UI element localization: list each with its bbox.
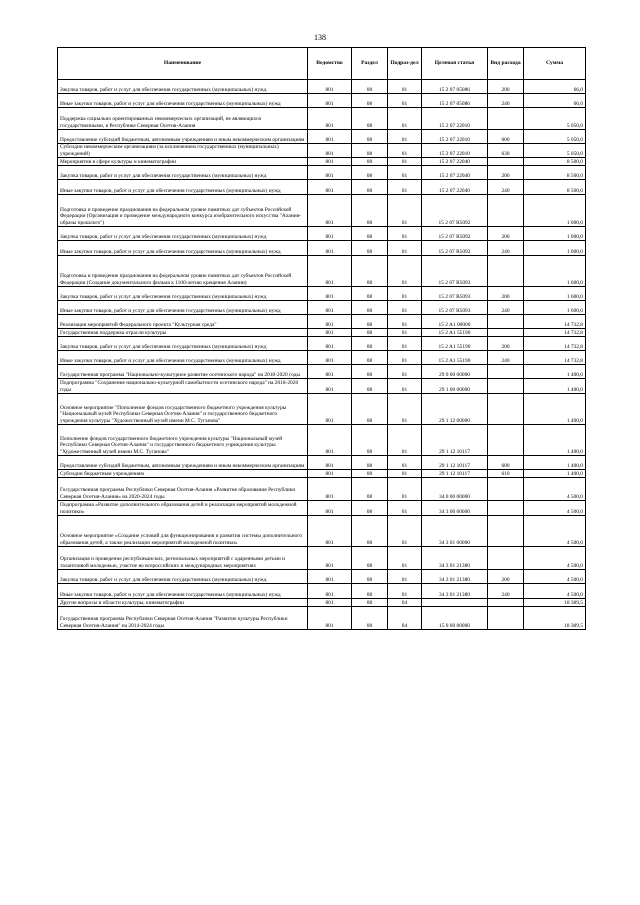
row-ministry: 801	[308, 256, 352, 287]
row-subsection: 01	[388, 287, 422, 301]
row-section: 08	[352, 478, 388, 501]
row-ministry: 801	[308, 180, 352, 195]
row-target: 34 0 00 00000	[422, 478, 488, 501]
row-ministry: 801	[308, 584, 352, 599]
row-target: 15 2 07 R5093	[422, 301, 488, 315]
row-target: 15 2 07 22040	[422, 166, 488, 180]
row-name: Подпрограмма "Сохранение национально-культурной самобытности осетинского народа" на 2018-2020 годы	[58, 379, 308, 394]
row-subsection: 01	[388, 108, 422, 130]
row-ministry: 801	[308, 607, 352, 630]
row-sum: 1 400,0	[524, 379, 586, 394]
row-expense: 200	[488, 166, 524, 180]
row-section: 08	[352, 351, 388, 365]
row-subsection: 04	[388, 599, 422, 607]
row-section: 08	[352, 599, 388, 607]
row-ministry: 801	[308, 425, 352, 456]
row-subsection: 01	[388, 379, 422, 394]
row-target: 15 2 07 R5092	[422, 227, 488, 241]
row-subsection: 01	[388, 547, 422, 570]
row-section: 08	[352, 329, 388, 337]
row-section: 08	[352, 584, 388, 599]
row-sum: 1 600,0	[524, 301, 586, 315]
row-sum: 14 732,8	[524, 329, 586, 337]
row-name: Иные закупки товаров, работ и услуг для обеспечения государственных (муниципальных) нужд	[58, 301, 308, 315]
row-name: Государственная поддержка отрасли культуры	[58, 329, 308, 337]
row-subsection: 01	[388, 425, 422, 456]
row-name: Подготовка и проведение празднования на федеральном уровне памятных дат субъектов Российской Федерации (Создание документального фильма к 1100-летию крещения Алании)	[58, 256, 308, 287]
row-sum: 4 500,0	[524, 547, 586, 570]
row-section: 08	[352, 379, 388, 394]
row-sum: 18 389,5	[524, 607, 586, 630]
row-target: 34 3 01 21380	[422, 547, 488, 570]
row-subsection: 01	[388, 144, 422, 158]
row-ministry: 801	[308, 158, 352, 166]
row-subsection: 04	[388, 607, 422, 630]
row-section: 08	[352, 256, 388, 287]
row-section: 08	[352, 337, 388, 351]
row-target: 15 2 07 22040	[422, 180, 488, 195]
row-subsection: 01	[388, 130, 422, 144]
row-subsection: 01	[388, 180, 422, 195]
row-ministry: 801	[308, 337, 352, 351]
row-target: 15 2 07 22010	[422, 130, 488, 144]
row-name: Пополнение фондов государственного бюджетного учреждения культуры "Национальный музей Республики Северная Осетия-Алания" и государственного бюджетного учреждения культуры "Художественный музей имени М.С. Туганова"	[58, 425, 308, 456]
row-ministry: 801	[308, 195, 352, 227]
row-section: 08	[352, 516, 388, 547]
row-expense: 600	[488, 130, 524, 144]
table-row	[58, 337, 586, 351]
row-subsection: 01	[388, 501, 422, 516]
row-ministry: 801	[308, 599, 352, 607]
row-name: Закупка товаров, работ и услуг для обеспечения государственных (муниципальных) нужд	[58, 287, 308, 301]
row-section: 08	[352, 501, 388, 516]
table-row	[58, 108, 586, 130]
row-ministry: 801	[308, 166, 352, 180]
row-name: Иные закупки товаров, работ и услуг для обеспечения государственных (муниципальных) нужд	[58, 584, 308, 599]
row-sum: 4 500,0	[524, 516, 586, 547]
row-target: 15 2 07 R5093	[422, 287, 488, 301]
row-subsection: 01	[388, 365, 422, 379]
row-section: 08	[352, 570, 388, 584]
row-subsection: 01	[388, 394, 422, 425]
row-ministry: 801	[308, 456, 352, 470]
row-expense: 610	[488, 470, 524, 478]
row-expense	[488, 158, 524, 166]
row-section: 08	[352, 607, 388, 630]
row-expense: 200	[488, 337, 524, 351]
row-subsection: 01	[388, 329, 422, 337]
row-subsection: 01	[388, 456, 422, 470]
table-row	[58, 195, 586, 227]
table-header-row	[58, 48, 586, 80]
row-ministry: 801	[308, 516, 352, 547]
row-name: Иные закупки товаров, работ и услуг для обеспечения государственных (муниципальных) нужд	[58, 180, 308, 195]
row-name: Государственная программа Республики Северная Осетия-Алания "Развитие культуры Республики Северная Осетия-Алания" на 2014-2024 годы	[58, 607, 308, 630]
row-subsection: 01	[388, 337, 422, 351]
table-row	[58, 501, 586, 516]
table-row	[58, 456, 586, 470]
row-section: 08	[352, 166, 388, 180]
row-sum: 66,0	[524, 80, 586, 94]
row-section: 08	[352, 365, 388, 379]
table-row	[58, 329, 586, 337]
row-expense	[488, 365, 524, 379]
row-sum: 1 400,0	[524, 456, 586, 470]
row-expense	[488, 547, 524, 570]
row-sum: 1 000,0	[524, 241, 586, 256]
row-ministry: 801	[308, 130, 352, 144]
row-subsection: 01	[388, 80, 422, 94]
row-expense	[488, 607, 524, 630]
row-target: 15 2 07 22010	[422, 144, 488, 158]
row-target: 15 2 A1 00000	[422, 315, 488, 329]
row-name: Основное мероприятие «Создание условий для функционирования и развития системы дополнительного образования детей, а также реализации мероприятий молодежной политики»	[58, 516, 308, 547]
table-row	[58, 301, 586, 315]
table-row	[58, 470, 586, 478]
row-section: 08	[352, 94, 388, 108]
row-sum: 1 600,0	[524, 256, 586, 287]
row-section: 08	[352, 425, 388, 456]
row-expense	[488, 501, 524, 516]
table-row	[58, 166, 586, 180]
row-sum: 8 500,0	[524, 166, 586, 180]
row-ministry: 801	[308, 394, 352, 425]
table-row	[58, 227, 586, 241]
row-section: 08	[352, 547, 388, 570]
row-target	[422, 599, 488, 607]
row-name: Иные закупки товаров, работ и услуг для обеспечения государственных (муниципальных) нужд	[58, 94, 308, 108]
row-subsection: 01	[388, 94, 422, 108]
row-sum: 1 000,0	[524, 195, 586, 227]
header-sum: Сумма	[524, 48, 586, 80]
row-ministry: 801	[308, 365, 352, 379]
row-ministry: 801	[308, 241, 352, 256]
row-expense	[488, 379, 524, 394]
row-ministry: 801	[308, 547, 352, 570]
table-row	[58, 315, 586, 329]
row-name: Государственная программа "Национально-культурное развитие осетинского народа" на 2018-2020 годы	[58, 365, 308, 379]
row-section: 08	[352, 80, 388, 94]
row-sum: 4 500,0	[524, 501, 586, 516]
row-sum: 1 400,0	[524, 394, 586, 425]
row-expense: 240	[488, 180, 524, 195]
row-subsection: 01	[388, 241, 422, 256]
row-sum: 1 400,0	[524, 425, 586, 456]
row-expense	[488, 329, 524, 337]
table-row	[58, 584, 586, 599]
row-name: Закупка товаров, работ и услуг для обеспечения государственных (муниципальных) нужд	[58, 166, 308, 180]
row-expense	[488, 425, 524, 456]
row-name: Государственная программа Республики Северная Осетия-Алания «Развитие образования Республики Северная Осетия-Алания» на 2020-2024 годы	[58, 478, 308, 501]
table-row	[58, 256, 586, 287]
row-target: 34 3 01 00000	[422, 516, 488, 547]
row-expense: 240	[488, 301, 524, 315]
table-row	[58, 478, 586, 501]
table-row	[58, 287, 586, 301]
row-target: 15 2 07 R5092	[422, 195, 488, 227]
row-subsection: 01	[388, 227, 422, 241]
row-section: 08	[352, 158, 388, 166]
table-row	[58, 516, 586, 547]
row-subsection: 01	[388, 158, 422, 166]
row-target: 15 2 07 05086	[422, 80, 488, 94]
row-target: 15 2 07 22010	[422, 108, 488, 130]
row-target: 34 3 00 00000	[422, 501, 488, 516]
row-name: Основное мероприятие "Пополнение фондов государственного бюджетного учреждения культуры "Национальный музей Республики Северная Осетия-Алания" и государственного бюджетного учреждения культуры "Художественный музей имени М.С. Туганова"	[58, 394, 308, 425]
row-ministry: 801	[308, 108, 352, 130]
row-name: Поддержка социально ориентированных некоммерческих организаций, не являющихся государственными, в Республике Северная Осетия-Алания	[58, 108, 308, 130]
row-sum: 1 600,0	[524, 287, 586, 301]
row-target: 15 2 A1 55190	[422, 337, 488, 351]
row-target: 29 1 00 00000	[422, 379, 488, 394]
row-target: 29 1 12 00000	[422, 394, 488, 425]
row-section: 08	[352, 470, 388, 478]
table-row	[58, 351, 586, 365]
row-expense	[488, 315, 524, 329]
row-sum: 4 500,0	[524, 478, 586, 501]
row-subsection: 01	[388, 516, 422, 547]
header-target: Целевая статья	[422, 48, 488, 80]
row-target: 15 2 07 R5092	[422, 241, 488, 256]
row-sum: 18 389,5	[524, 599, 586, 607]
row-name: Подпрограмма «Развитие дополнительного образования детей и реализация мероприятий молодежной политики»	[58, 501, 308, 516]
row-target: 15 0 00 00000	[422, 607, 488, 630]
row-target: 29 1 12 10117	[422, 425, 488, 456]
table-row	[58, 394, 586, 425]
row-name: Организация и проведение республиканских, региональных мероприятий с одаренными детьми и талантливой молодежью, участие во всероссийских и международных мероприятиях	[58, 547, 308, 570]
row-ministry: 801	[308, 470, 352, 478]
table-row	[58, 130, 586, 144]
row-subsection: 01	[388, 256, 422, 287]
row-sum: 4 500,0	[524, 584, 586, 599]
row-subsection: 01	[388, 351, 422, 365]
row-subsection: 01	[388, 470, 422, 478]
row-ministry: 801	[308, 501, 352, 516]
row-section: 08	[352, 180, 388, 195]
row-name: Предоставление субсидий бюджетным, автономным учреждениям и иным некоммерческим организациям	[58, 456, 308, 470]
row-section: 08	[352, 195, 388, 227]
table-row	[58, 607, 586, 630]
header-subsection: Подраз-дел	[388, 48, 422, 80]
row-ministry: 801	[308, 315, 352, 329]
row-expense	[488, 516, 524, 547]
row-sum: 5 050,0	[524, 130, 586, 144]
row-expense: 240	[488, 351, 524, 365]
row-section: 08	[352, 241, 388, 256]
row-expense	[488, 256, 524, 287]
row-subsection: 01	[388, 301, 422, 315]
row-ministry: 801	[308, 287, 352, 301]
row-ministry: 801	[308, 301, 352, 315]
table-row	[58, 570, 586, 584]
row-sum: 8 500,0	[524, 158, 586, 166]
row-target: 29 1 12 10117	[422, 470, 488, 478]
row-section: 08	[352, 130, 388, 144]
row-sum: 1 400,0	[524, 470, 586, 478]
row-ministry: 801	[308, 94, 352, 108]
header-expense: Вид расхода	[488, 48, 524, 80]
table-row	[58, 144, 586, 158]
row-name: Подготовка и проведение празднования на федеральном уровне памятных дат субъектов Российской Федерации (Организация и проведение международного конкурса изобразительного искусства "Алания-образы прошлого")	[58, 195, 308, 227]
row-sum: 14 732,8	[524, 351, 586, 365]
row-sum: 14 732,8	[524, 337, 586, 351]
row-subsection: 01	[388, 195, 422, 227]
row-section: 08	[352, 144, 388, 158]
table-row	[58, 425, 586, 456]
row-ministry: 801	[308, 478, 352, 501]
row-ministry: 801	[308, 379, 352, 394]
row-name: Закупка товаров, работ и услуг для обеспечения государственных (муниципальных) нужд	[58, 337, 308, 351]
row-subsection: 01	[388, 478, 422, 501]
row-name: Другие вопросы в области культуры, кинематографии	[58, 599, 308, 607]
row-name: Иные закупки товаров, работ и услуг для обеспечения государственных (муниципальных) нужд	[58, 351, 308, 365]
row-target: 15 2 07 05086	[422, 94, 488, 108]
row-sum: 66,0	[524, 94, 586, 108]
table-row	[58, 241, 586, 256]
budget-table	[57, 47, 586, 630]
row-subsection: 01	[388, 570, 422, 584]
table-row	[58, 379, 586, 394]
row-expense	[488, 478, 524, 501]
row-name: Субсидии бюджетным учреждениям	[58, 470, 308, 478]
row-target: 29 1 12 10117	[422, 456, 488, 470]
table-row	[58, 599, 586, 607]
row-sum: 1 400,0	[524, 365, 586, 379]
row-expense: 200	[488, 227, 524, 241]
table-row	[58, 180, 586, 195]
header-ministry: Ведомство	[308, 48, 352, 80]
row-expense	[488, 394, 524, 425]
row-expense: 200	[488, 80, 524, 94]
row-ministry: 801	[308, 144, 352, 158]
row-ministry: 801	[308, 329, 352, 337]
row-name: Закупка товаров, работ и услуг для обеспечения государственных (муниципальных) нужд	[58, 80, 308, 94]
row-subsection: 01	[388, 584, 422, 599]
row-expense	[488, 195, 524, 227]
row-name: Реализация мероприятий Федерального проекта "Культурная среда"	[58, 315, 308, 329]
row-sum: 5 050,0	[524, 108, 586, 130]
header-section: Раздел	[352, 48, 388, 80]
row-subsection: 01	[388, 166, 422, 180]
row-sum: 4 500,0	[524, 570, 586, 584]
row-sum: 5 050,0	[524, 144, 586, 158]
row-ministry: 801	[308, 80, 352, 94]
row-name: Мероприятия в сфере культуры и кинематографии	[58, 158, 308, 166]
table-row	[58, 547, 586, 570]
row-expense: 240	[488, 241, 524, 256]
row-expense: 240	[488, 584, 524, 599]
row-expense: 600	[488, 456, 524, 470]
row-expense: 200	[488, 287, 524, 301]
row-ministry: 801	[308, 227, 352, 241]
table-row	[58, 158, 586, 166]
page-number: 138	[314, 33, 326, 42]
row-section: 08	[352, 315, 388, 329]
row-section: 08	[352, 394, 388, 425]
row-ministry: 801	[308, 570, 352, 584]
row-section: 08	[352, 287, 388, 301]
row-sum: 8 500,0	[524, 180, 586, 195]
row-expense: 200	[488, 570, 524, 584]
row-target: 29 0 00 00000	[422, 365, 488, 379]
row-name: Субсидии некоммерческим организациям (за исключением государственных (муниципальных) учреждений)	[58, 144, 308, 158]
row-expense	[488, 599, 524, 607]
row-expense: 630	[488, 144, 524, 158]
row-section: 08	[352, 301, 388, 315]
header-name: Наименование	[58, 48, 308, 80]
table-row	[58, 80, 586, 94]
table-row	[58, 365, 586, 379]
table-row	[58, 94, 586, 108]
row-section: 08	[352, 108, 388, 130]
row-target: 15 2 07 R5093	[422, 256, 488, 287]
row-target: 34 3 01 21380	[422, 584, 488, 599]
row-name: Закупка товаров, работ и услуг для обеспечения государственных (муниципальных) нужд	[58, 570, 308, 584]
row-target: 15 2 A1 55190	[422, 351, 488, 365]
row-sum: 1 000,0	[524, 227, 586, 241]
row-sum: 14 732,8	[524, 315, 586, 329]
row-expense: 240	[488, 94, 524, 108]
row-target: 15 2 07 22040	[422, 158, 488, 166]
row-target: 34 3 01 21380	[422, 570, 488, 584]
row-subsection: 01	[388, 315, 422, 329]
row-name: Закупка товаров, работ и услуг для обеспечения государственных (муниципальных) нужд	[58, 227, 308, 241]
row-expense	[488, 108, 524, 130]
row-name: Иные закупки товаров, работ и услуг для обеспечения государственных (муниципальных) нужд	[58, 241, 308, 256]
row-ministry: 801	[308, 351, 352, 365]
row-name: Предоставление субсидий бюджетным, автономным учреждениям и иным некоммерческим организациям	[58, 130, 308, 144]
row-section: 08	[352, 456, 388, 470]
row-target: 15 2 A1 55190	[422, 329, 488, 337]
row-section: 08	[352, 227, 388, 241]
